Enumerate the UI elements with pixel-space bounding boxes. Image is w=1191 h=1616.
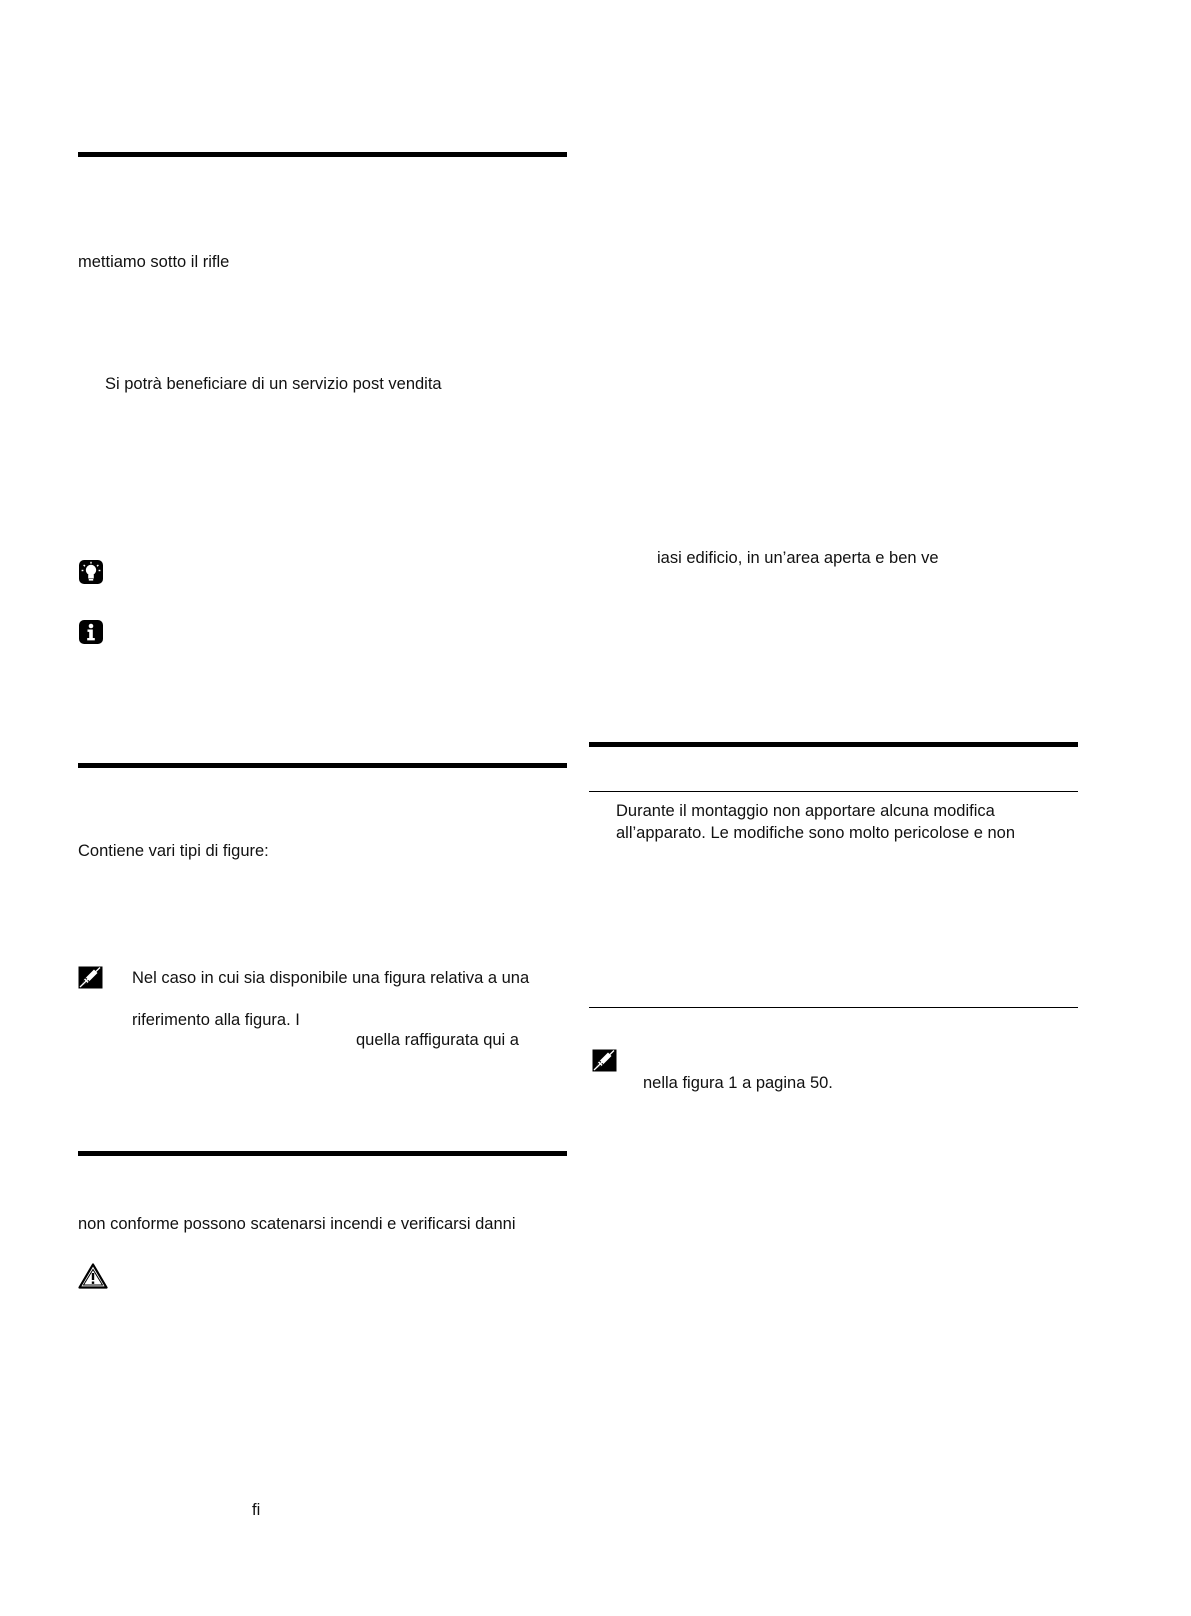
note-text-line1: Nel caso in cui sia disponibile una figura relativa a una	[132, 969, 530, 987]
section1-text-line1: mettiamo sotto il rifle	[78, 253, 230, 271]
section4-text-line1: Durante il montaggio non apportare alcuna modifica	[616, 802, 995, 820]
section-divider-4	[589, 742, 1078, 747]
right-upper-text-line1: iasi edificio, in un’area aperta e ben ve	[657, 549, 939, 567]
section1-text-line2: Si potrà beneficiare di un servizio post vendita	[105, 375, 442, 393]
footer-fragment: fi	[252, 1501, 261, 1519]
section-divider-2	[78, 763, 567, 768]
section-divider-3	[78, 1151, 567, 1156]
lightbulb-icon	[78, 559, 104, 585]
warning-box-bottom-rule	[589, 1007, 1078, 1008]
section4-text-line2: all’apparato. Le modifiche sono molto pericolose e non	[616, 824, 1015, 842]
note-text-line2: riferimento alla figura. I	[132, 1011, 300, 1029]
section2-text-line1: Contiene vari tipi di figure:	[78, 842, 269, 860]
note-text-line3: quella raffigurata qui a	[356, 1031, 519, 1049]
section5-note-text-line1: nella figura 1 a pagina 50.	[643, 1074, 833, 1092]
warning-box-top-rule	[589, 791, 1078, 792]
pencil-note-icon	[592, 1049, 617, 1072]
pencil-note-icon	[78, 966, 103, 989]
info-icon	[78, 619, 104, 645]
section-divider-1	[78, 152, 567, 157]
section3-text-line1: non conforme possono scatenarsi incendi e verificarsi danni	[78, 1215, 516, 1233]
warning-triangle-icon	[78, 1263, 108, 1289]
